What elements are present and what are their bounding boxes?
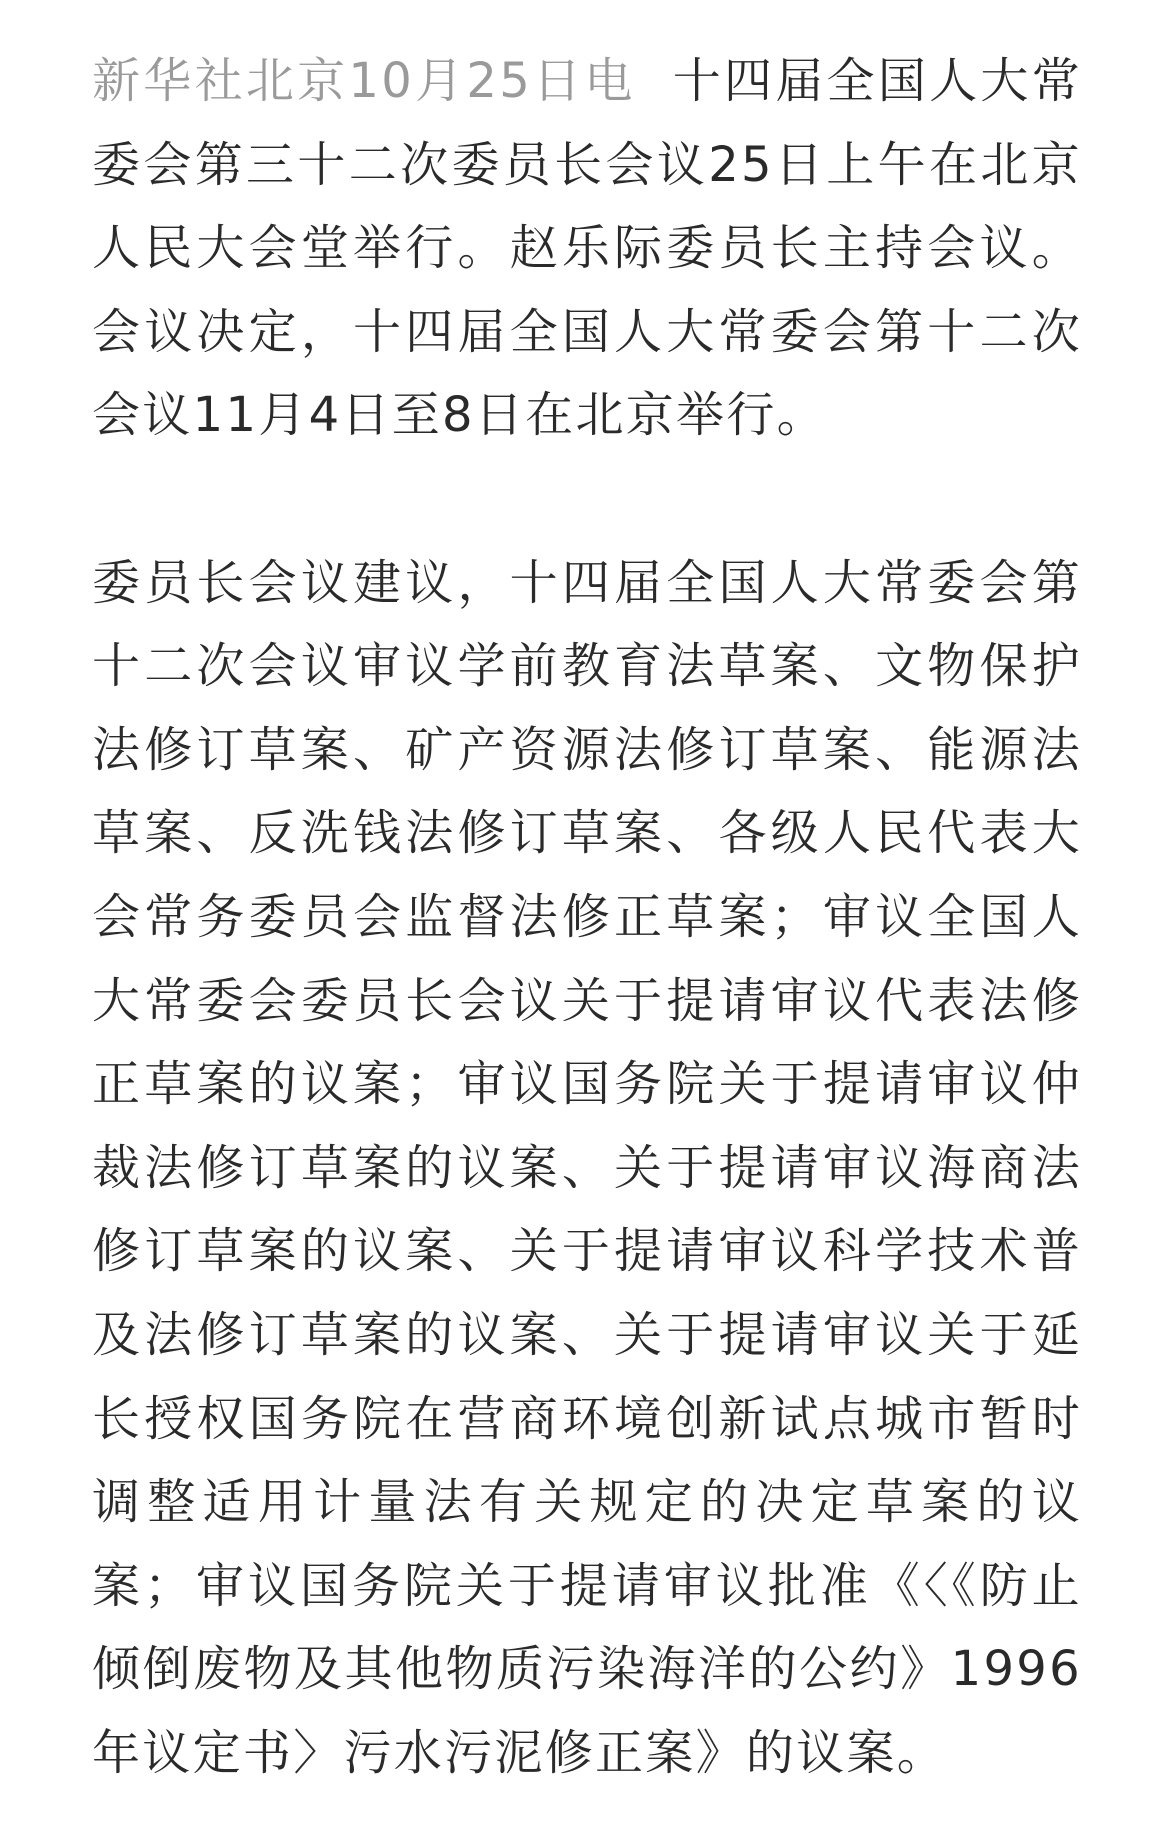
news-article bbox=[92, 40, 1082, 1795]
article-paragraph-1 bbox=[92, 40, 1082, 458]
paragraph-1-text: 十四届全国人大常委会第三十二次委员长会议25日上午在北京人民大会堂举行。赵乐际委员长主持会议。会议决定，十四届全国人大常委会第十二次会议11月4日至8日在北京举行。 bbox=[92, 53, 1082, 444]
dateline: 新华社北京10月25日电 bbox=[92, 53, 636, 109]
article-paragraph-2 bbox=[92, 542, 1082, 1796]
paragraph-2-text: 委员长会议建议，十四届全国人大常委会第十二次会议审议学前教育法草案、文物保护法修订草案、矿产资源法修订草案、能源法草案、反洗钱法修订草案、各级人民代表大会常务委员会监督法修正草案；审议全国人大常委会委员长会议关于提请审议代表法修正草案的议案；审议国务院关于提请审议仲裁法修订草案的议案、关于提请审议海商法修订草案的议案、关于提请审议科学技术普及法修订草案的议案、关于提请审议关于延长授权国务院在营商环境创新试点城市暂时调整适用计量法有关规定的决定草案的议案；审议国务院关于提请审议批准《〈《防止倾倒废物及其他物质污染海洋的公约》1996年议定书〉污水污泥修正案》的议案。 bbox=[92, 554, 1082, 1781]
